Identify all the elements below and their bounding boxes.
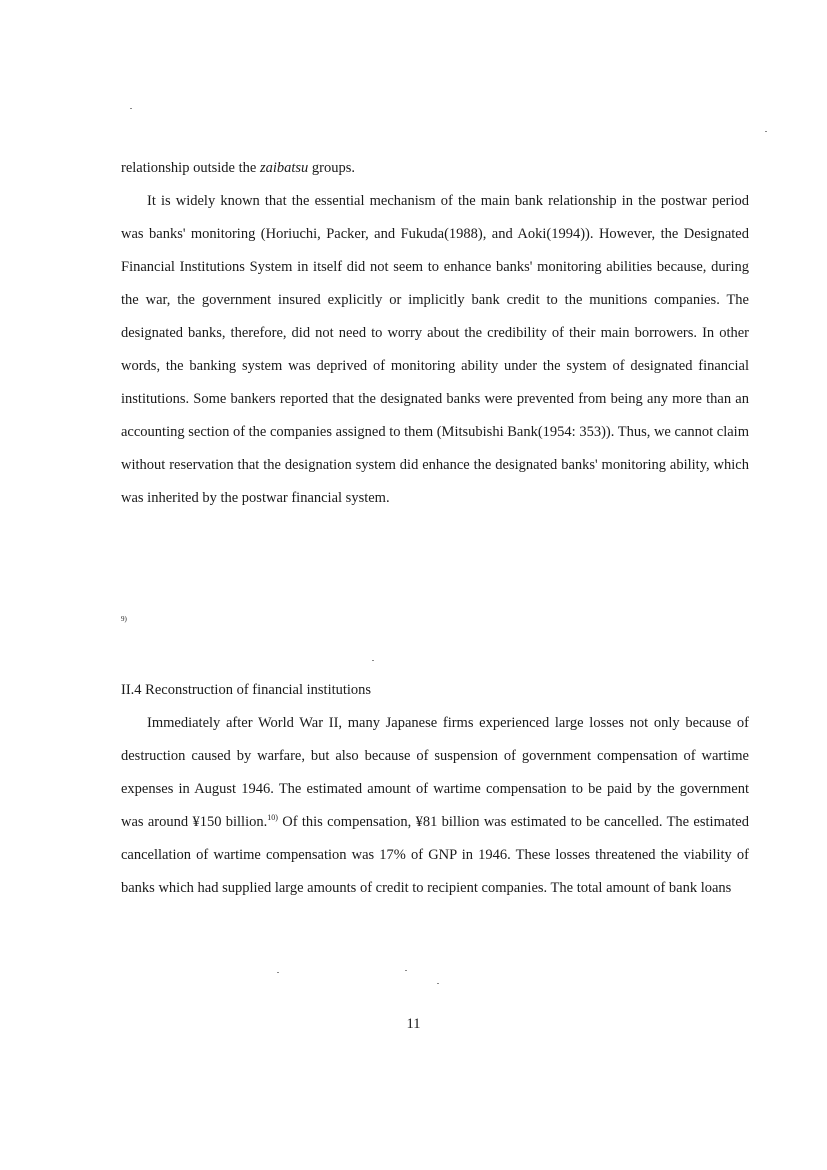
scan-speck bbox=[405, 970, 407, 971]
footnote-marker-9: 9) bbox=[121, 615, 127, 623]
paragraph-2-part-1: Immediately after World War II, many Japanese firms experienced large losses not only because of destruction caused by warfare, but also because of suspension of government compensation of wartime expenses in August 1946. The estimated amount of wartime compensation to be paid by the government was around ¥150 billion. bbox=[121, 715, 749, 830]
continuation-line bbox=[121, 152, 355, 185]
continuation-suffix: groups. bbox=[308, 160, 356, 176]
scan-speck bbox=[277, 972, 279, 973]
footnote-ref-10: 10) bbox=[267, 813, 278, 823]
paragraph-2-part-2: Of this compensation, ¥81 billion was estimated to be cancelled. The estimated cancellation of wartime compensation was 17% of GNP in 1946. These losses threatened the viability of banks which had supplied large amounts of credit to recipient companies. The total amount of bank loans bbox=[121, 814, 749, 896]
page-number: 11 bbox=[406, 1016, 421, 1032]
paragraph-main-bank-monitoring: It is widely known that the essential mechanism of the main bank relationship in the postwar period was banks' monitoring (Horiuchi, Packer, and Fukuda(1988), and Aoki(1994)). However, the Designated Financial Institutions System in itself did not seem to enhance banks' monitoring abilities because, during the war, the government insured explicitly or implicitly bank credit to the munitions companies. The designated banks, therefore, did not need to worry about the credibility of their main borrowers. In other words, the banking system was deprived of monitoring ability under the system of designated financial institutions. Some bankers reported that the designated banks were prevented from being any more than an accounting section of the companies assigned to them (Mitsubishi Bank(1954: 353)). Thus, we cannot claim without reservation that the designation system did enhance the designated banks' monitoring ability, which was inherited by the postwar financial system. bbox=[121, 193, 749, 506]
paragraph-reconstruction bbox=[121, 707, 749, 905]
zaibatsu-term: zaibatsu bbox=[259, 160, 309, 176]
scan-speck bbox=[765, 131, 767, 132]
continuation-prefix: relationship outside the bbox=[121, 160, 260, 176]
scan-speck bbox=[130, 108, 132, 109]
scan-speck bbox=[437, 983, 439, 984]
scan-speck bbox=[372, 660, 374, 661]
section-heading: II.4 Reconstruction of financial institutions bbox=[121, 682, 372, 698]
